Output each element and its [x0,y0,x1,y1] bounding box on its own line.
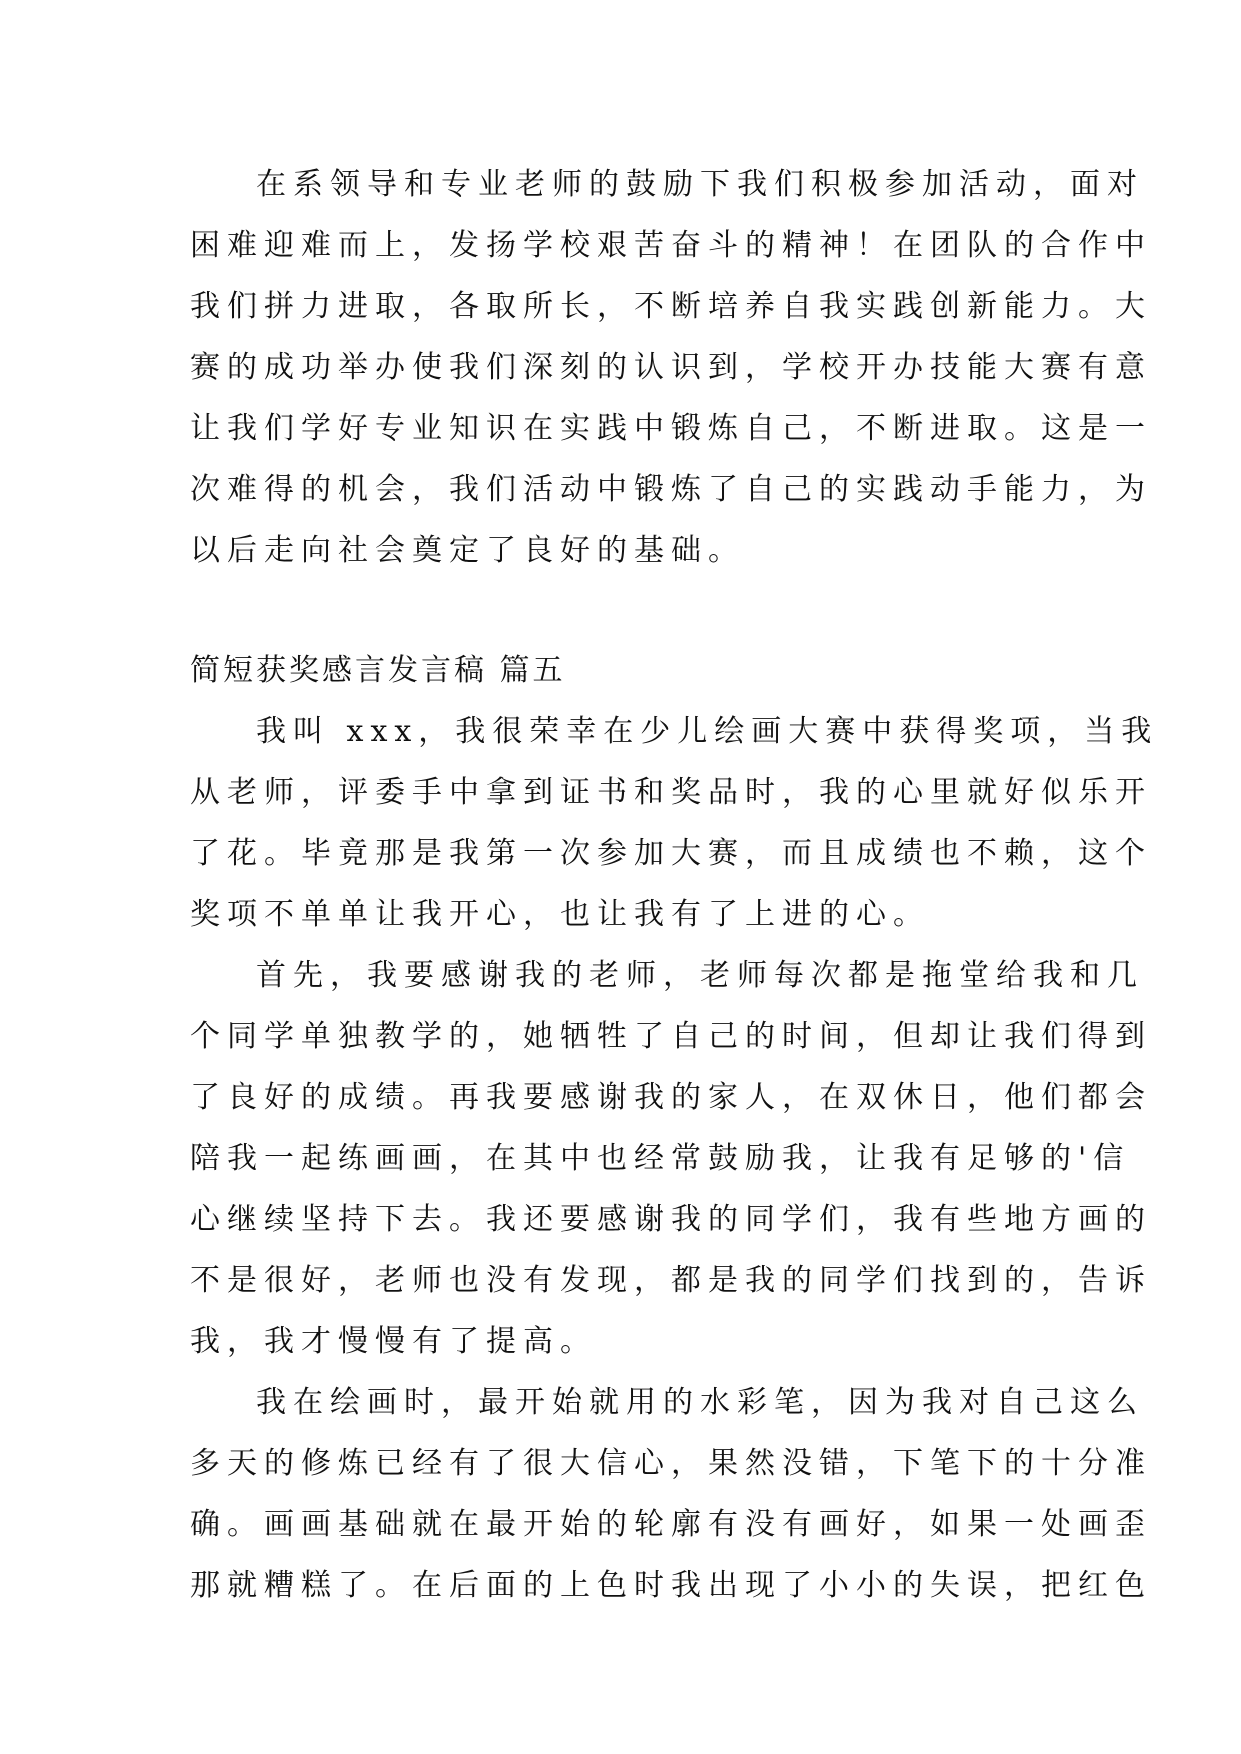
paragraph-line: 次难得的机会，我们活动中锻炼了自己的实践动手能力，为 [190,472,1152,507]
paragraph-line: 心继续坚持下去。我还要感谢我的同学们，我有些地方画的 [190,1202,1152,1237]
paragraph-line: 个同学单独教学的，她牺牲了自己的时间，但却让我们得到 [190,1019,1152,1054]
document-body [190,154,1159,1616]
section-heading: 简短获奖感言发言稿 篇五 [190,653,566,688]
paragraph-line: 多天的修炼已经有了很大信心，果然没错，下笔下的十分准 [190,1446,1152,1481]
paragraph-line: 困难迎难而上，发扬学校艰苦奋斗的精神！在团队的合作中 [190,228,1152,263]
section-spacer [190,581,1060,641]
paragraph-line: 从老师，评委手中拿到证书和奖品时，我的心里就好似乐开 [190,775,1152,810]
paragraph-line: 我们拼力进取，各取所长，不断培养自我实践创新能力。大 [190,289,1152,324]
paragraph-line: 了花。毕竟那是我第一次参加大赛，而且成绩也不赖，这个 [190,836,1152,871]
paragraph-1 [190,154,1152,581]
paragraph-2 [190,701,1159,945]
paragraph-line: 在系领导和专业老师的鼓励下我们积极参加活动，面对 [256,167,1144,202]
paragraph-3 [190,945,1152,1372]
paragraph-line: 赛的成功举办使我们深刻的认识到，学校开办技能大赛有意 [190,350,1152,385]
paragraph-line: 了良好的成绩。再我要感谢我的家人，在双休日，他们都会 [190,1080,1152,1115]
paragraph-4 [190,1372,1152,1616]
paragraph-line: 陪我一起练画画，在其中也经常鼓励我，让我有足够的'信 [190,1141,1131,1176]
paragraph-line: 以后走向社会奠定了良好的基础。 [190,533,745,568]
paragraph-line: 奖项不单单让我开心，也让我有了上进的心。 [190,897,930,932]
paragraph-line: 确。画画基础就在最开始的轮廓有没有画好，如果一处画歪 [190,1507,1152,1542]
paragraph-line: 首先，我要感谢我的老师，老师每次都是拖堂给我和几 [256,958,1144,993]
paragraph-line: 我叫 xxx，我很荣幸在少儿绘画大赛中获得奖项，当我 [256,714,1159,749]
paragraph-line: 不是很好，老师也没有发现，都是我的同学们找到的，告诉 [190,1263,1152,1298]
paragraph-line: 我，我才慢慢有了提高。 [190,1324,597,1359]
paragraph-line: 那就糟糕了。在后面的上色时我出现了小小的失误，把红色 [190,1568,1152,1603]
paragraph-line: 我在绘画时，最开始就用的水彩笔，因为我对自己这么 [256,1385,1144,1420]
paragraph-line: 让我们学好专业知识在实践中锻炼自己，不断进取。这是一 [190,411,1152,446]
